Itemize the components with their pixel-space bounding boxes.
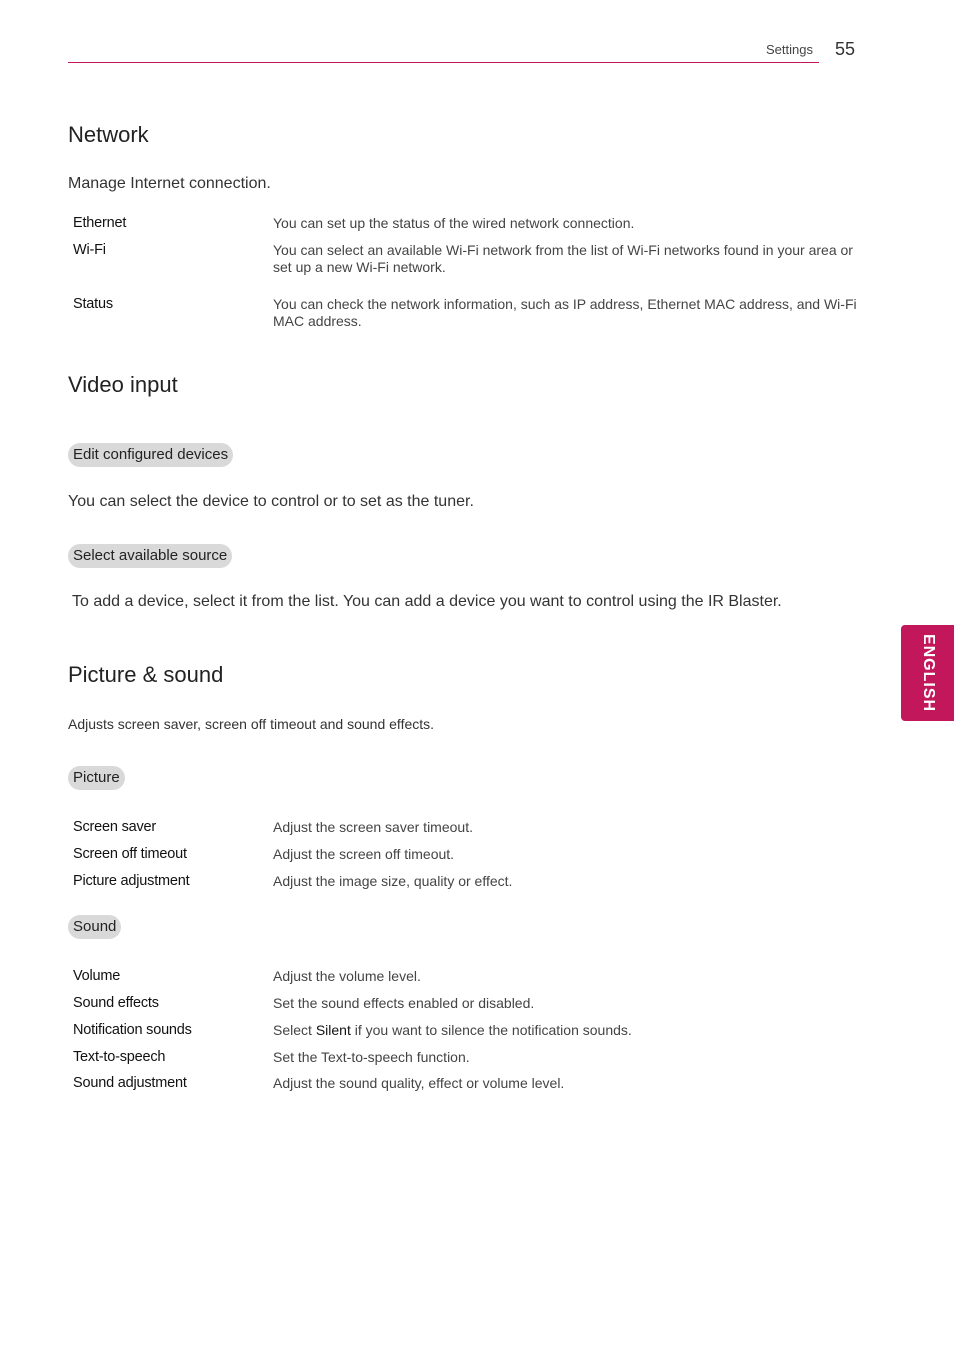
silent-option-label: Silent (315, 1022, 351, 1038)
network-term-ethernet: Ethernet (73, 215, 127, 231)
sound-term-effects: Sound effects (73, 995, 159, 1011)
sound-term-volume: Volume (73, 968, 121, 984)
sound-desc-adjustment: Adjust the sound quality, effect or volume level. (273, 1075, 565, 1091)
picture-sound-intro: Adjusts screen saver, screen off timeout and sound effects. (68, 716, 435, 732)
picture-term-adjustment: Picture adjustment (73, 873, 190, 889)
sound-label: Sound (68, 915, 121, 939)
select-available-source-label: Select available source (68, 544, 232, 568)
picture-desc-screen-saver: Adjust the screen saver timeout. (273, 819, 473, 835)
language-side-tab (901, 625, 954, 721)
picture-term-screen-off: Screen off timeout (73, 846, 187, 862)
network-desc-status: You can check the network information, such as IP address, Ethernet MAC address, and Wi-Fi MAC address. (273, 296, 857, 329)
video-input-heading: Video input (68, 372, 178, 397)
picture-desc-adjustment: Adjust the image size, quality or effect. (273, 873, 513, 889)
sound-term-adjustment: Sound adjustment (73, 1075, 187, 1091)
sound-desc-notification-pre: Select (273, 1022, 316, 1038)
sound-desc-volume: Adjust the volume level. (273, 968, 421, 984)
sound-desc-notification (273, 1022, 863, 1039)
network-desc-ethernet: You can set up the status of the wired network connection. (273, 215, 635, 231)
edit-configured-devices-label: Edit configured devices (68, 443, 233, 467)
network-term-wifi: Wi-Fi (73, 242, 106, 258)
sound-desc-notification-post: if you want to silence the notification sounds. (350, 1022, 632, 1038)
header-divider (68, 62, 819, 63)
edit-configured-devices-desc: You can select the device to control or to set as the tuner. (68, 493, 474, 510)
network-intro: Manage Internet connection. (68, 175, 271, 192)
sound-term-tts: Text-to-speech (73, 1049, 166, 1065)
picture-label: Picture (68, 766, 125, 790)
picture-sound-heading: Picture & sound (68, 662, 224, 687)
page-number: 55 (835, 39, 856, 59)
sound-desc-effects: Set the sound effects enabled or disabled. (273, 995, 535, 1011)
select-available-source-desc: To add a device, select it from the list. You can add a device you want to control using the IR Blaster. (72, 593, 782, 610)
picture-term-screen-saver: Screen saver (73, 819, 157, 835)
sound-term-notification: Notification sounds (73, 1022, 192, 1038)
header-section-label: Settings (766, 42, 813, 57)
network-desc-wifi: You can select an available Wi-Fi network from the list of Wi-Fi networks found in your area or set up a new Wi-Fi network. (273, 242, 853, 275)
network-term-status: Status (73, 296, 113, 312)
sound-desc-tts: Set the Text-to-speech function. (273, 1049, 470, 1065)
network-heading: Network (68, 122, 149, 147)
picture-desc-screen-off: Adjust the screen off timeout. (273, 846, 455, 862)
language-tab-label: ENGLISH (919, 633, 937, 713)
